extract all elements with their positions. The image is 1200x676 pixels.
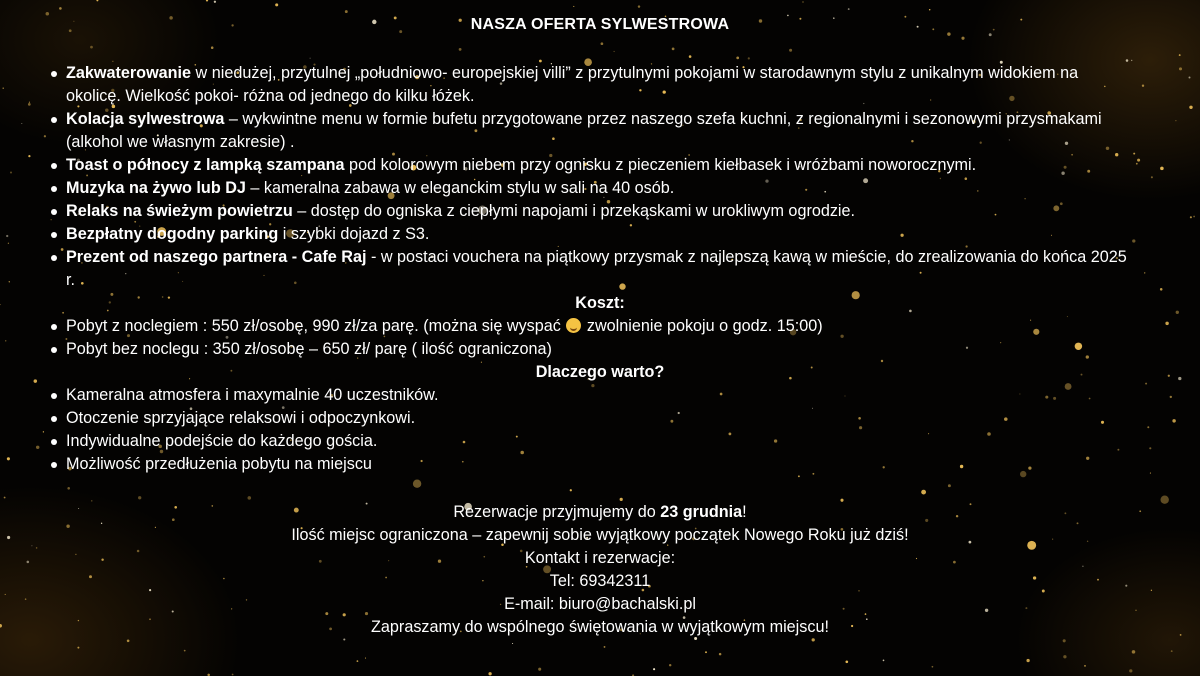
offer-item-dinner: Kolacja sylwestrowa – wykwintne menu w formie bufetu przygotowane przez naszego szefa kuchni, z regionalnymi i sezonowymi przysmakami (alkohol we własnym zakresie) .	[0, 108, 1200, 154]
cost-list	[0, 315, 1200, 361]
page-title: NASZA OFERTA SYLWESTROWA	[470, 16, 730, 33]
why-item: Indywidualne podejście do każdego gościa.	[0, 430, 1200, 453]
cost-heading: Koszt:	[575, 294, 625, 312]
offer-list	[0, 62, 1200, 292]
contact-label: Kontakt i rezerwacje:	[524, 549, 676, 567]
smiley-emoji-icon	[566, 318, 581, 333]
invitation-text: Zapraszamy do wspólnego świętowania w wyjątkowym miejscu!	[371, 618, 829, 636]
email-address: E-mail: biuro@bachalski.pl	[504, 595, 696, 613]
cost-item-with-stay: Pobyt z noclegiem : 550 zł/osobę, 990 zł/za parę. (można się wyspać zwolnienie pokoju o godz. 15:00)	[0, 315, 1200, 338]
reservation-deadline: Rezerwacje przyjmujemy do 23 grudnia!	[453, 503, 747, 521]
offer-section	[0, 62, 1200, 476]
phone-number: Tel: 69342311	[549, 572, 651, 590]
footer-contact	[0, 501, 1200, 639]
why-item: Kameralna atmosfera i maxymalnie 40 uczestników.	[0, 384, 1200, 407]
offer-item-gift: Prezent od naszego partnera - Cafe Raj - w postaci vouchera na piątkowy przysmak z najlepszą kawą w mieście, do zrealizowania do końca 2025 r.	[0, 246, 1200, 292]
offer-item-relax: Relaks na świeżym powietrzu – dostęp do ogniska z ciepłymi napojami i przekąskami w urokliwym ogrodzie.	[0, 200, 1200, 223]
why-list	[0, 384, 1200, 476]
offer-item-music: Muzyka na żywo lub DJ – kameralna zabawa w eleganckim stylu w sali na 40 osób.	[0, 177, 1200, 200]
why-item: Otoczenie sprzyjające relaksowi i odpoczynkowi.	[0, 407, 1200, 430]
limited-places-text: Ilość miejsc ograniczona – zapewnij sobie wyjątkowy początek Nowego Roku już dziś!	[291, 526, 909, 544]
cost-item-without-stay: Pobyt bez noclegu : 350 zł/osobę – 650 zł/ parę ( ilość ograniczona)	[0, 338, 1200, 361]
why-item: Możliwość przedłużenia pobytu na miejscu	[0, 453, 1200, 476]
offer-item-toast: Toast o północy z lampką szampana pod kolorowym niebem przy ognisku z pieczeniem kiełbasek i wróżbami noworocznymi.	[0, 154, 1200, 177]
offer-item-accommodation: Zakwaterowanie w niedużej, przytulnej „południowo- europejskiej villi” z przytulnymi pokojami w starodawnym stylu z unikalnym widokiem na okolicę. Wielkość pokoi- różna od jednego do kilku łóżek.	[0, 62, 1200, 108]
offer-item-parking: Bezpłatny dogodny parking i szybki dojazd z S3.	[0, 223, 1200, 246]
why-heading: Dlaczego warto?	[535, 363, 665, 381]
